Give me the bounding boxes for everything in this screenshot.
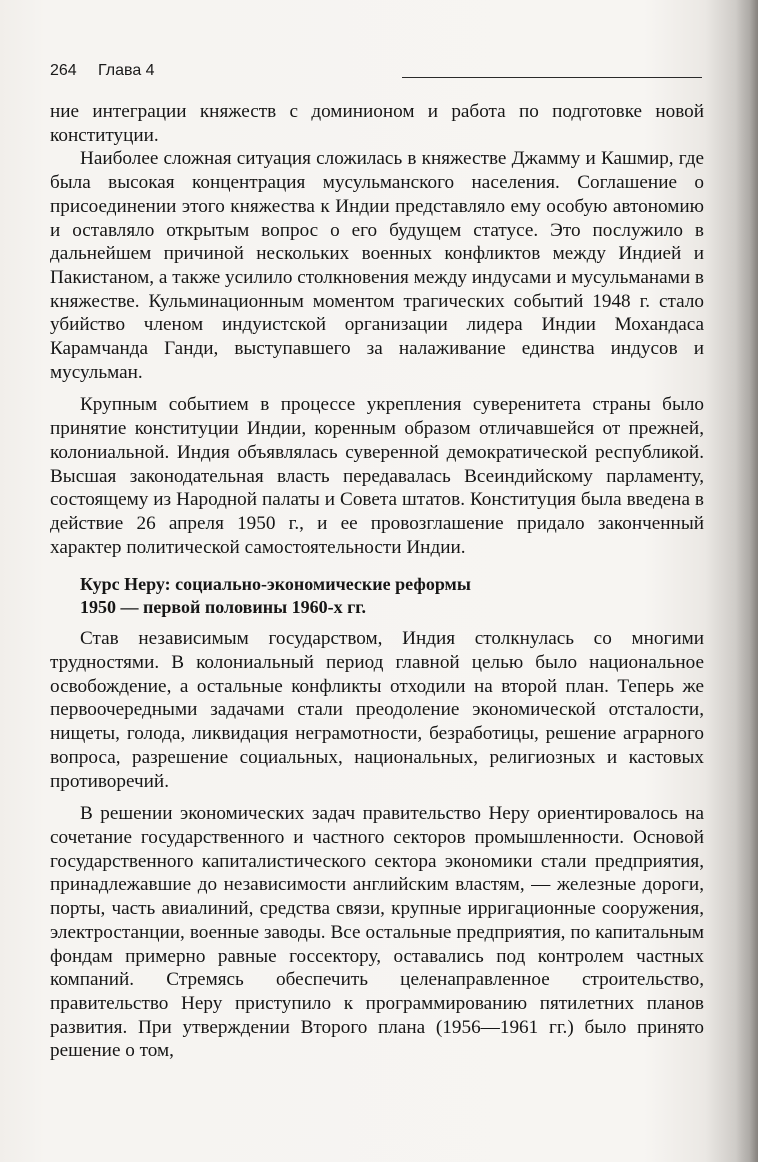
section-heading-line2: 1950 — первой половины 1960-х гг. bbox=[80, 597, 366, 618]
header-rule bbox=[402, 77, 702, 78]
page-number: 264 bbox=[50, 62, 77, 79]
paragraph-economy: В решении экономических задач правительство Неру ориентировалось на сочетание государственного и частного секторов промышленности. Основой государственного капиталистического сектора экономики стали предприятия, принадлежавшие до независимости английским властям, — железные дороги, порты, часть авиалиний, средства связи, крупные ирригационные сооружения, электростанции, военные заводы. Все остальные предприятия, по капитальным фондам примерно равные госсектору, оставались под контролем частных компаний. Стремясь обеспечить целенаправленное строительство, правительство Неру приступило к программированию пятилетних планов развития. При утверждении Второго плана (1956—1961 гг.) было принято решение о том, bbox=[50, 803, 704, 1062]
page-edge-shadow bbox=[736, 0, 758, 1162]
paragraph-constitution: Крупным событием в процессе укрепления суверенитета страны было принятие конституции Индии, коренным образом отличавшейся от прежней, колониальной. Индия объявлялась суверенной демократической республикой. Высшая законодательная власть передавалась Всеиндийскому парламенту, состоящему из Народной палаты и Совета штатов. Конституция была введена в действие 26 апреля 1950 г., и ее провозглашение придало законченный характер политической самостоятельности Индии. bbox=[50, 394, 704, 558]
section-heading bbox=[80, 573, 704, 619]
paragraph-continued: ние интеграции княжеств с доминионом и работа по подготовке новой конституции. bbox=[50, 101, 704, 146]
page-body bbox=[50, 100, 704, 1063]
paragraph-independence: Став независимым государством, Индия столкнулась со многими трудностями. В колониальный период главной целью было национальное освобождение, а остальные конфликты отходили на второй план. Теперь же первоочередными задачами стали преодоление экономической отсталости, нищеты, голода, ликвидация неграмотности, безработицы, решение аграрного вопроса, разрешение социальных, национальных, религиозных и кастовых противоречий. bbox=[50, 628, 704, 792]
chapter-title: Глава 4 bbox=[98, 62, 155, 79]
running-header bbox=[50, 62, 702, 84]
paragraph-kashmir: Наиболее сложная ситуация сложилась в княжестве Джамму и Кашмир, где была высокая концентрация мусульманского населения. Соглашение о присоединении этого княжества к Индии представляло ему особую автономию и оставляло открытым вопрос о его будущем статусе. Это послужило в дальнейшем причиной нескольких военных конфликтов между Индией и Пакистаном, а также усилило столкновения между индусами и мусульманами в княжестве. Кульминационным моментом трагических событий 1948 г. стало убийство членом индуистской организации лидера Индии Мохандаса Карамчанда Ганди, выступавшего за налаживание единства индусов и мусульман. bbox=[50, 148, 704, 383]
section-heading-line1: Курс Неру: социально-экономические реформы bbox=[80, 574, 471, 595]
